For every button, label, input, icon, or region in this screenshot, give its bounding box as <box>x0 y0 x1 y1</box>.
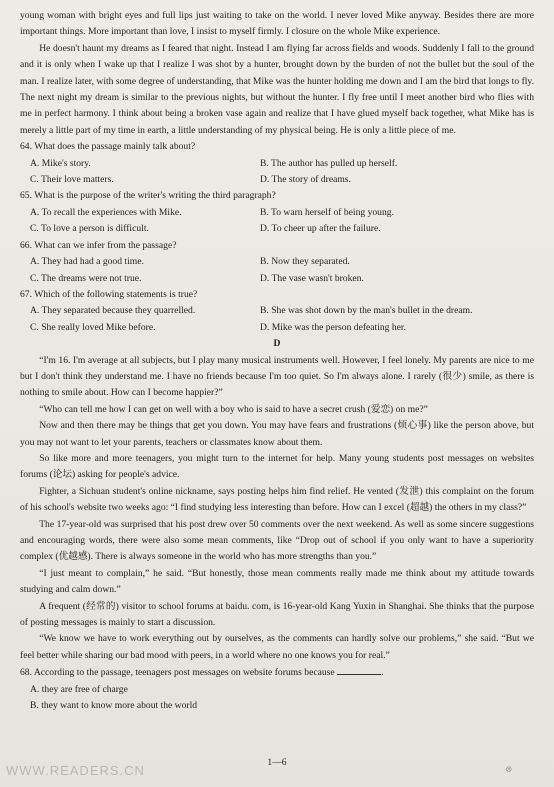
passage-d-paragraph: A frequent (经常的) visitor to school forums at baidu. com, is 16-year-old Kang Yuxin in Shanghai. She thinks that the purpose of posting messages is mainly to start a discussion. <box>20 600 534 629</box>
option-b: B. To warn herself of being young. <box>260 206 394 218</box>
question-stem: 66. What can we infer from the passage? <box>20 239 177 251</box>
passage-d-paragraph: Now and then there may be things that get you down. You may have fears and frustrations (烦心事) like the person above, but you may not want to let your parents, teachers or classmates know about them. <box>20 420 534 448</box>
answer-blank <box>337 664 381 675</box>
passage-d-paragraph: “I'm 16. I'm average at all subjects, but I play many musical instruments well. However, I feel lonely. My parents are nice to me but I don't think they understand me. I have no friends because I'm too quiet. So I'm always alone. I rarely (很少) smile, as there is nothing to smile about. How can I become happier?” <box>20 354 534 399</box>
watermark: WWW.READERS.CN <box>6 763 145 778</box>
question-64 <box>20 139 534 188</box>
option-c: C. She really loved Mike before. <box>30 321 156 333</box>
question-stem-text: 68. According to the passage, teenagers post messages on website forums because <box>20 667 335 679</box>
passage-d-paragraph: “Who can tell me how I can get on well with a boy who is said to have a secret crush (爱恋) on me?” <box>39 403 428 415</box>
option-d: D. To cheer up after the failure. <box>260 223 381 235</box>
option-b: B. Now they separated. <box>260 256 350 268</box>
passage-d-paragraph: “I just meant to complain,” he said. “But honestly, those mean comments really made me think about my attitude towards studying and calm down.” <box>20 567 534 596</box>
question-67 <box>20 287 534 336</box>
passage-c-paragraph: young woman with bright eyes and full lips just waiting to take on the world. I never loved Mike anyway. Besides there are more important things. More important than love, I insist to myself firmly. I closure on the whole Mike experience. <box>20 10 534 38</box>
passage-d-paragraph: The 17-year-old was surprised that his post drew over 50 comments over the next weekend. As well as some sincere suggestions and encouraging words, there were also some mean comments, like “Drop out of school if you only want to have a superiority complex (优越感). There is always someone in the world who has more strengths than you.” <box>20 518 534 563</box>
question-stem <box>20 664 534 681</box>
page-number: 1—6 <box>267 757 287 768</box>
question-stem: 65. What is the purpose of the writer's writing the third paragraph? <box>20 190 276 202</box>
question-65 <box>20 188 534 237</box>
option-a: A. They separated because they quarrelled. <box>30 305 196 317</box>
option-d: D. The vase wasn't broken. <box>260 272 364 284</box>
option-d: D. The story of dreams. <box>260 174 351 186</box>
passage-d-paragraph: “We know we have to work everything out by ourselves, as the comments can hardly solve our problems,” she said. “But we feel better while sharing our bad mood with peers, in a world where no one knows you for real.” <box>20 633 534 661</box>
option-a: A. they are free of charge <box>30 683 128 695</box>
question-stem: 67. Which of the following statements is true? <box>20 288 198 300</box>
question-stem: 64. What does the passage mainly talk about? <box>20 141 196 153</box>
option-d: D. Mike was the person defeating her. <box>260 321 406 333</box>
option-b: B. The author has pulled up herself. <box>260 157 398 169</box>
page-content <box>20 8 534 714</box>
passage-c-paragraph: He doesn't haunt my dreams as I feared that night. Instead I am flying far across fields and woods. Suddenly I fall to the ground and it is only when I wake up that I realize I was shot by a hunter, brought down by the burden of not the bullet but the soul of the man. I realize later, with some degree of understanding, that Mike was the hunter holding me down and I am the bird that longs to fly. The next night my dream is similar to the previous nights, but without the hunter. I fly free until I meet another bird who flies with me in perfect harmony. I think about being a broken vase again and realize that I have glued myself back together, what Mike has is merely a little part of my time in earth, a little understanding of my physical being. He is only a little piece of me. <box>20 42 534 136</box>
option-a: A. To recall the experiences with Mike. <box>30 206 182 218</box>
passage-d-paragraph: Fighter, a Sichuan student's online nickname, says posting helps him find relief. He vented (发泄) this complaint on the forum of his school's website two weeks ago: “I find studying less interesting than before. How can I excel (超越) the others in my class?” <box>20 485 534 514</box>
section-d-heading: D <box>273 338 281 350</box>
question-stem-end: . <box>381 667 384 679</box>
option-a: A. Mike's story. <box>30 157 91 169</box>
option-c: C. Their love matters. <box>30 174 114 186</box>
option-b: B. She was shot down by the man's bullet in the dream. <box>260 305 473 317</box>
passage-d-paragraph: So like more and more teenagers, you might turn to the internet for help. Many young students post messages on websites forums (论坛) asking for people's advice. <box>20 452 534 481</box>
option-c: C. The dreams were not true. <box>30 272 142 284</box>
corner-mark-icon: ⊗ <box>505 764 513 774</box>
option-a: A. They had had a good time. <box>30 256 144 268</box>
question-66 <box>20 238 534 287</box>
question-68 <box>20 664 534 714</box>
option-c: C. To love a person is difficult. <box>30 223 149 235</box>
option-b: B. they want to know more about the world <box>30 700 198 712</box>
